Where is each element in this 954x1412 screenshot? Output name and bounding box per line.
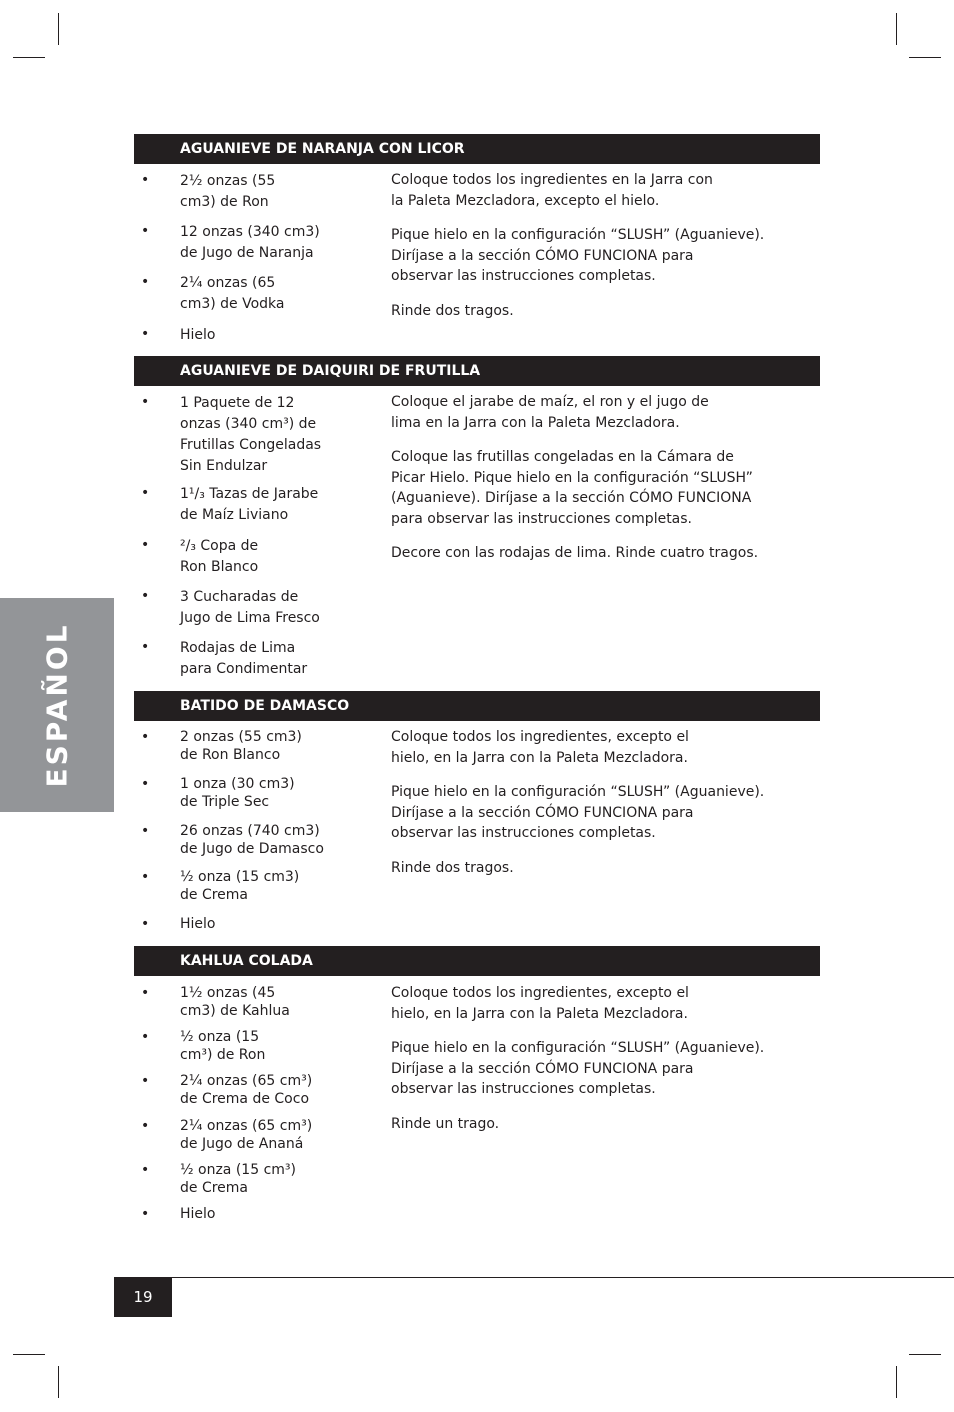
ingredient-text: ½ onza (15 cm³) de Crema: [180, 1162, 296, 1196]
ingredient-text: 2 onzas (55 cm3) de Ron Blanco: [180, 729, 302, 763]
recipe-title: AGUANIEVE DE NARANJA CON LICOR: [180, 141, 465, 157]
language-side-tab: [0, 598, 114, 812]
crop-mark: [909, 1354, 941, 1355]
ingredient-text: 1¹/₃ Tazas de Jarabe de Maíz Liviano: [180, 486, 319, 523]
ingredient-text: 1 onza (30 cm3) de Triple Sec: [180, 776, 295, 810]
ingredient-text: Hielo: [180, 327, 216, 343]
instruction-paragraph: Pique hielo en la configuración “SLUSH” (Aguanieve). Diríjase a la sección CÓMO FUNCIONA para observar las instrucciones completas.: [391, 1040, 765, 1097]
recipe-title: KAHLUA COLADA: [180, 953, 313, 969]
page-number: 19: [133, 1288, 153, 1306]
crop-mark: [13, 1354, 45, 1355]
ingredient-text: 2¼ onzas (65 cm³) de Jugo de Ananá: [180, 1118, 313, 1152]
instruction-paragraph: Pique hielo en la configuración “SLUSH” (Aguanieve). Diríjase a la sección CÓMO FUNCIONA para observar las instrucciones completas.: [391, 227, 765, 284]
instruction-paragraph: Coloque todos los ingredientes, excepto el hielo, en la Jarra con la Paleta Mezcladora.: [391, 985, 689, 1022]
recipe-title-bar: [134, 356, 820, 386]
instruction-paragraph: Coloque el jarabe de maíz, el ron y el jugo de lima en la Jarra con la Paleta Mezcladora.: [391, 394, 709, 431]
crop-mark: [896, 1366, 897, 1398]
recipe-title-bar: [134, 691, 820, 721]
ingredient-text: 2¼ onzas (65 cm3) de Vodka: [180, 275, 285, 312]
recipe-title: BATIDO DE DAMASCO: [180, 698, 350, 714]
ingredient-text: ½ onza (15 cm3) de Crema: [180, 869, 300, 903]
ingredient-text: 3 Cucharadas de Jugo de Lima Fresco: [180, 589, 320, 626]
crop-mark: [909, 57, 941, 58]
recipe-title-bar: [134, 134, 820, 164]
ingredient-text: 26 onzas (740 cm3) de Jugo de Damasco: [180, 823, 324, 857]
instruction-paragraph: Coloque todos los ingredientes, excepto el hielo, en la Jarra con la Paleta Mezcladora.: [391, 729, 689, 766]
ingredient-text: ½ onza (15 cm³) de Ron: [180, 1029, 266, 1063]
instruction-paragraph: Rinde dos tragos.: [391, 303, 514, 319]
ingredient-text: 2½ onzas (55 cm3) de Ron: [180, 173, 276, 210]
recipe-title: AGUANIEVE DE DAIQUIRI DE FRUTILLA: [180, 363, 481, 379]
crop-mark: [58, 1366, 59, 1398]
footer-rule: [114, 1277, 954, 1278]
instruction-paragraph: Rinde dos tragos.: [391, 860, 514, 876]
ingredient-text: Rodajas de Lima para Condimentar: [180, 640, 308, 677]
ingredient-text: 12 onzas (340 cm3) de Jugo de Naranja: [180, 224, 320, 261]
crop-mark: [896, 13, 897, 45]
crop-mark: [58, 13, 59, 45]
language-label: ESPAÑOL: [40, 622, 74, 788]
ingredient-text: 1 Paquete de 12 onzas (340 cm³) de Frutillas Congeladas Sin Endulzar: [180, 395, 322, 474]
ingredient-text: 1½ onzas (45 cm3) de Kahlua: [180, 985, 290, 1019]
ingredient-text: 2¼ onzas (65 cm³) de Crema de Coco: [180, 1073, 313, 1107]
instruction-paragraph: Coloque todos los ingredientes en la Jarra con la Paleta Mezcladora, excepto el hielo.: [391, 172, 713, 209]
crop-mark: [13, 57, 45, 58]
instruction-paragraph: Coloque las frutillas congeladas en la Cámara de Picar Hielo. Pique hielo en la configuración “SLUSH” (Aguanieve). Diríjase a la sección CÓMO FUNCIONA para observar las instrucciones completas.: [391, 449, 753, 527]
instruction-paragraph: Pique hielo en la configuración “SLUSH” (Aguanieve). Diríjase a la sección CÓMO FUNCIONA para observar las instrucciones completas.: [391, 784, 765, 841]
ingredient-text: Hielo: [180, 1206, 216, 1222]
instruction-paragraph: Rinde un trago.: [391, 1116, 500, 1132]
ingredient-text: Hielo: [180, 916, 216, 932]
page-number-box: [114, 1278, 172, 1317]
ingredient-text: ²/₃ Copa de Ron Blanco: [180, 538, 259, 575]
recipe-title-bar: [134, 946, 820, 976]
instruction-paragraph: Decore con las rodajas de lima. Rinde cuatro tragos.: [391, 545, 759, 561]
